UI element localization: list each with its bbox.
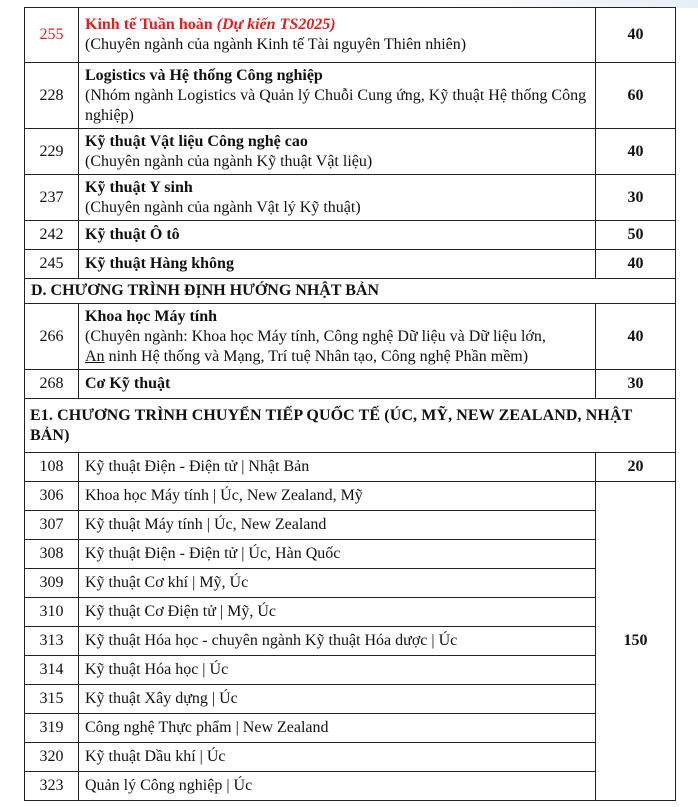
- program-subtitle: (Chuyên ngành của ngành Vật lý Kỹ thuật): [85, 198, 361, 216]
- program-subtitle: [85, 327, 589, 367]
- program-code: 268: [25, 370, 79, 399]
- program-code: 313: [25, 627, 79, 656]
- program-name: Logistics và Hệ thống Công nghiệp: [85, 66, 323, 84]
- program-code: 306: [25, 482, 79, 511]
- table-row: [25, 129, 676, 175]
- program-code: 323: [25, 772, 79, 801]
- program-subtitle-underlined: An: [85, 347, 105, 365]
- section-row: [25, 279, 676, 304]
- table-row: [25, 482, 676, 511]
- program-subtitle-part: (Chuyên ngành: Khoa học Máy tính, Công nghệ Dữ liệu và Dữ liệu lớn,: [85, 327, 546, 345]
- program-quota: 40: [596, 250, 676, 279]
- table-row: [25, 772, 676, 801]
- program-name: Kỹ thuật Hóa học - chuyên ngành Kỹ thuật Hóa dược | Úc: [79, 627, 596, 656]
- table-row: [25, 250, 676, 279]
- table-row: [25, 370, 676, 399]
- program-subtitle-part: ninh Hệ thống và Mạng, Trí tuệ Nhân tạo, Công nghệ Phần mềm): [104, 347, 529, 365]
- program-code: 255: [25, 8, 79, 63]
- table-row: [25, 175, 676, 221]
- program-quota: 30: [596, 370, 676, 399]
- program-name: Kỹ thuật Vật liệu Công nghệ cao: [85, 132, 308, 150]
- program-code: 228: [25, 63, 79, 129]
- program-cell: [79, 175, 596, 221]
- program-code: 309: [25, 569, 79, 598]
- program-cell: [79, 304, 596, 370]
- program-name: Kỹ thuật Cơ khí | Mỹ, Úc: [79, 569, 596, 598]
- program-cell: [79, 8, 596, 63]
- program-code: 320: [25, 743, 79, 772]
- program-name: Kỹ thuật Dầu khí | Úc: [79, 743, 596, 772]
- table-row: [25, 63, 676, 129]
- section-row: [25, 399, 676, 453]
- program-quota: 30: [596, 175, 676, 221]
- program-subtitle: (Chuyên ngành của ngành Kỹ thuật Vật liệu): [85, 152, 373, 170]
- program-name: Kỹ thuật Y sinh: [85, 178, 193, 196]
- program-name: Khoa học Máy tính: [85, 307, 218, 325]
- program-cell: [79, 63, 596, 129]
- program-name: Kỹ thuật Ô tô: [79, 221, 596, 250]
- program-quota: 40: [596, 8, 676, 63]
- program-quota: 40: [596, 129, 676, 175]
- table-row: [25, 304, 676, 370]
- program-code: 315: [25, 685, 79, 714]
- section-heading-d: D. CHƯƠNG TRÌNH ĐỊNH HƯỚNG NHẬT BẢN: [25, 279, 676, 304]
- program-name: Khoa học Máy tính | Úc, New Zealand, Mỹ: [79, 482, 596, 511]
- program-subtitle: (Nhóm ngành Logistics và Quản lý Chuỗi Cung ứng, Kỹ thuật Hệ thống Công nghiệp): [85, 86, 587, 124]
- program-name: Kỹ thuật Máy tính | Úc, New Zealand: [79, 511, 596, 540]
- program-code: 319: [25, 714, 79, 743]
- program-name: Kinh tế Tuần hoàn: [85, 16, 213, 33]
- program-code: 308: [25, 540, 79, 569]
- program-name: Quản lý Công nghiệp | Úc: [79, 772, 596, 801]
- program-name: Công nghệ Thực phẩm | New Zealand: [79, 714, 596, 743]
- table-row: [25, 8, 676, 63]
- program-code: 108: [25, 453, 79, 482]
- table-row: [25, 598, 676, 627]
- table-row: [25, 453, 676, 482]
- table-row: [25, 714, 676, 743]
- program-code: 237: [25, 175, 79, 221]
- program-name: Kỹ thuật Cơ Điện tử | Mỹ, Úc: [79, 598, 596, 627]
- program-code: 229: [25, 129, 79, 175]
- program-code: 310: [25, 598, 79, 627]
- program-code: 242: [25, 221, 79, 250]
- program-code: 245: [25, 250, 79, 279]
- program-quota: 50: [596, 221, 676, 250]
- program-code: 307: [25, 511, 79, 540]
- table-row: [25, 743, 676, 772]
- program-quota: 60: [596, 63, 676, 129]
- program-quota: 20: [596, 453, 676, 482]
- program-code: 266: [25, 304, 79, 370]
- program-note: (Dự kiến TS2025): [216, 16, 336, 33]
- program-subtitle: (Chuyên ngành của ngành Kinh tế Tài nguyên Thiên nhiên): [85, 36, 467, 53]
- table-row: [25, 627, 676, 656]
- shared-quota: 150: [596, 482, 676, 801]
- program-name: Kỹ thuật Điện - Điện tử | Nhật Bản: [79, 453, 596, 482]
- program-quota: 40: [596, 304, 676, 370]
- program-name: Kỹ thuật Điện - Điện tử | Úc, Hàn Quốc: [79, 540, 596, 569]
- program-code: 314: [25, 656, 79, 685]
- table-row: [25, 540, 676, 569]
- table-row: [25, 511, 676, 540]
- program-name: Cơ Kỹ thuật: [79, 370, 596, 399]
- program-name: Kỹ thuật Xây dựng | Úc: [79, 685, 596, 714]
- section-heading-e1: E1. CHƯƠNG TRÌNH CHUYỂN TIẾP QUỐC TẾ (ÚC, MỸ, NEW ZEALAND, NHẬT BẢN): [25, 399, 676, 453]
- program-name: Kỹ thuật Hàng không: [79, 250, 596, 279]
- program-name: Kỹ thuật Hóa học | Úc: [79, 656, 596, 685]
- program-cell: [79, 129, 596, 175]
- table-row: [25, 569, 676, 598]
- table-row: [25, 685, 676, 714]
- table-row: [25, 656, 676, 685]
- table-row: [25, 221, 676, 250]
- admissions-table: [24, 7, 676, 801]
